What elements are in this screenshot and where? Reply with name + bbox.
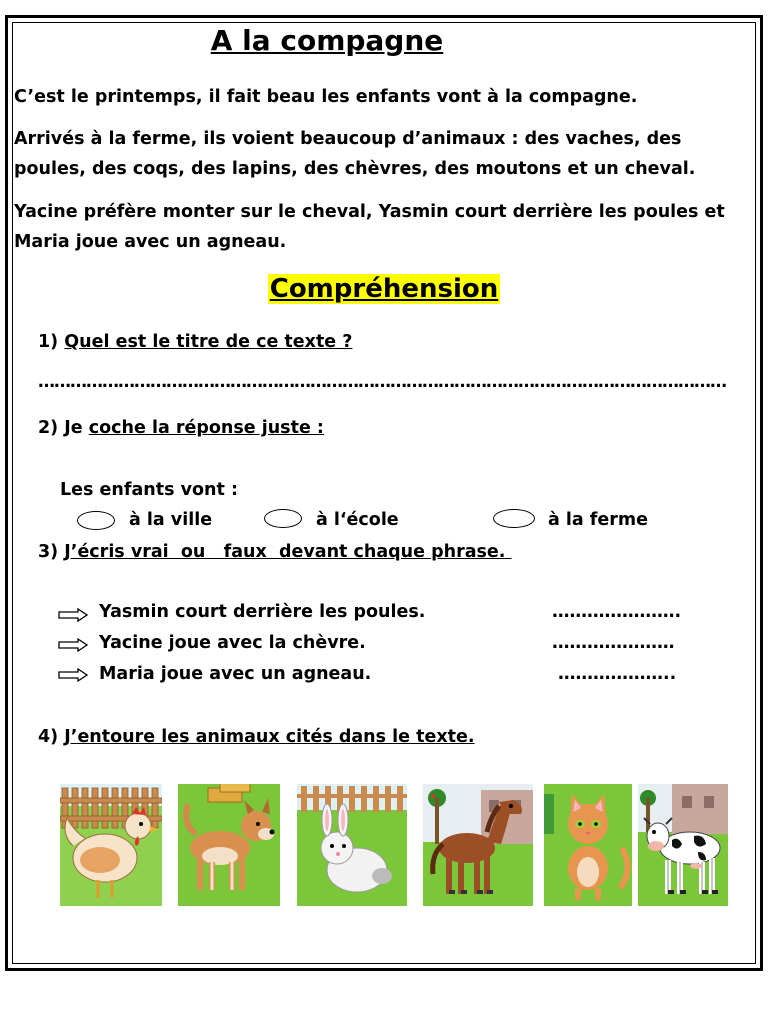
statement-3-blank[interactable]: ………………..: [558, 664, 677, 684]
dog-icon[interactable]: [178, 784, 280, 906]
statement-3: Maria joue avec un agneau.: [99, 664, 372, 684]
cat-icon[interactable]: [544, 784, 632, 906]
arrow-right-icon: [58, 608, 88, 622]
section-title-text: Compréhension: [269, 274, 499, 304]
page-title: A la compagne: [210, 24, 444, 57]
question-1: [38, 332, 352, 352]
question-4-text: J’entoure les animaux cités dans le texte.: [64, 727, 475, 747]
question-3-number: 3): [38, 542, 59, 562]
question-2: [38, 418, 324, 438]
option-ferme-checkbox[interactable]: [493, 509, 535, 528]
question-1-text: Quel est le titre de ce texte ?: [64, 332, 353, 352]
option-ville-label: à la ville: [129, 510, 213, 530]
statement-1: Yasmin court derrière les poules.: [99, 602, 426, 622]
question-3-text: J’écris vrai ou faux devant chaque phrase.: [64, 542, 512, 562]
horse-icon[interactable]: [423, 784, 533, 906]
option-ville-checkbox[interactable]: [77, 511, 115, 530]
arrow-right-icon: [58, 668, 88, 682]
question-2-number: 2) Je: [38, 418, 83, 438]
answer-line[interactable]: …………………………………………………………………………………………………………………: [38, 372, 726, 392]
paragraph-2: Arrivés à la ferme, ils voient beaucoup d’animaux : des vaches, des poules, des coqs, des lapins, des chèvres, des moutons et un cheval.: [14, 129, 696, 179]
question-1-number: 1): [38, 332, 59, 352]
statement-1-blank[interactable]: ………………….: [552, 602, 682, 622]
question-4: [38, 727, 475, 747]
rabbit-icon[interactable]: [297, 784, 407, 906]
statement-2: Yacine joue avec la chèvre.: [99, 633, 366, 653]
question-3: [38, 542, 512, 562]
section-title: [0, 274, 768, 304]
paragraph-1: C’est le printemps, il fait beau les enfants vont à la compagne.: [14, 87, 638, 107]
arrow-right-icon: [58, 638, 88, 652]
statement-2-blank[interactable]: …………………: [552, 633, 675, 653]
option-ecole-checkbox[interactable]: [264, 509, 302, 528]
option-ferme-label: à la ferme: [548, 510, 649, 530]
option-ecole-label: à l‘école: [316, 510, 399, 530]
paragraph-3: Yacine préfère monter sur le cheval, Yasmin court derrière les poules et Maria joue avec un agneau.: [14, 202, 725, 252]
question-2-text: coche la réponse juste :: [88, 418, 324, 438]
cow-icon[interactable]: [638, 784, 728, 906]
question-2-stem: Les enfants vont :: [60, 480, 238, 500]
hen-icon[interactable]: [60, 784, 162, 906]
question-4-number: 4): [38, 727, 59, 747]
